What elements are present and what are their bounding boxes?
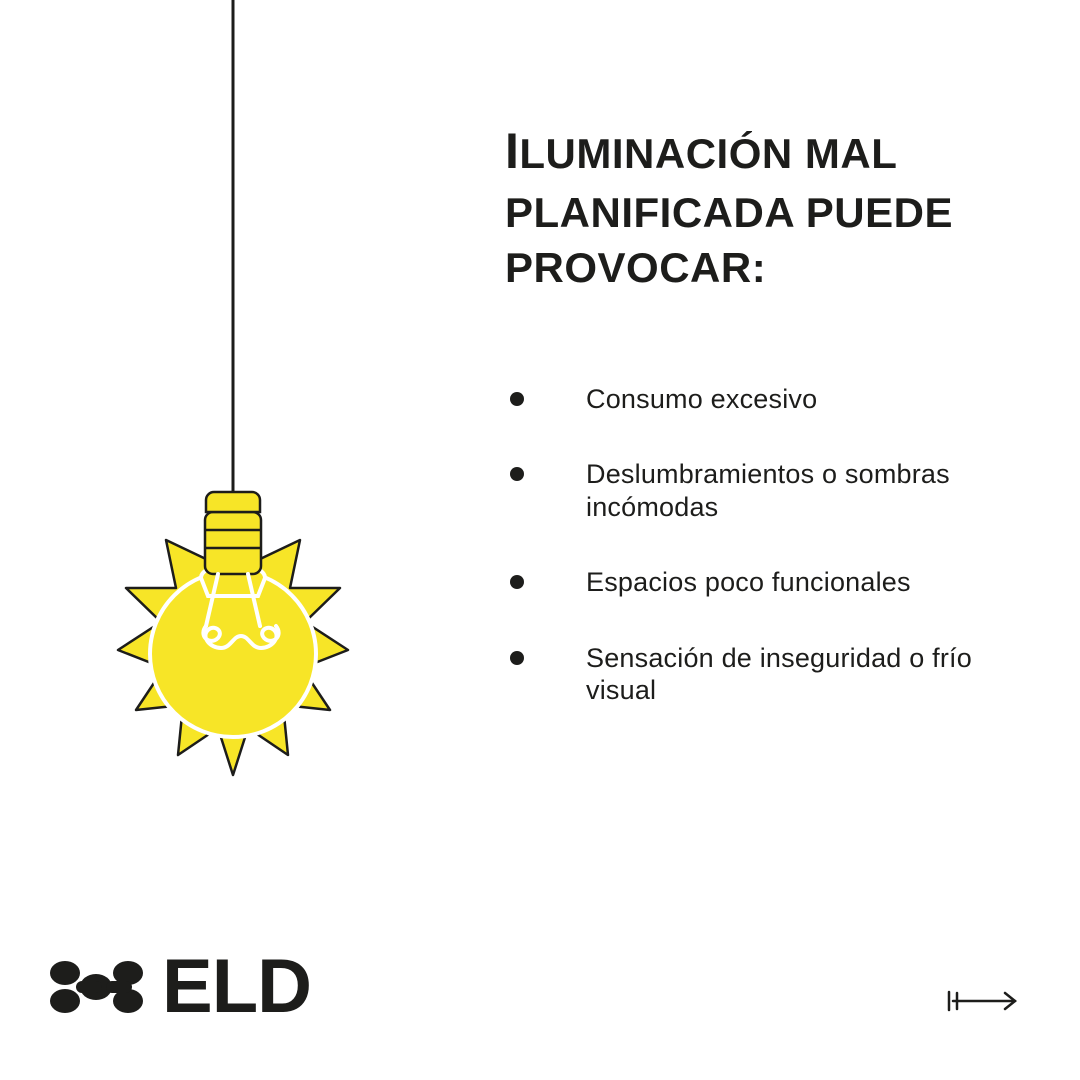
list-item-label: Deslumbramientos o sombras incómodas xyxy=(586,459,950,522)
list-item-label: Sensación de inseguridad o frío visual xyxy=(586,642,972,705)
text-column xyxy=(505,118,1025,705)
hanging-lightbulb-sun-icon xyxy=(0,0,470,860)
eld-dots-logo-icon xyxy=(48,956,152,1018)
bulb-base xyxy=(205,492,261,574)
bullet-dot-icon xyxy=(510,575,524,589)
bullet-dot-icon xyxy=(510,392,524,406)
bullet-dot-icon xyxy=(510,651,524,665)
page-title: ILUMINACIÓN MAL PLANIFICADA PUEDE PROVOCAR: xyxy=(505,123,953,292)
brand-wordmark: ELD xyxy=(162,944,311,1029)
list-item xyxy=(510,566,1025,598)
bullet-dot-icon xyxy=(510,467,524,481)
swipe-arrow-icon[interactable] xyxy=(945,984,1025,1018)
consequences-list xyxy=(510,383,1025,749)
list-item xyxy=(510,383,1025,415)
list-item-label: Consumo excesivo xyxy=(586,384,818,414)
list-item xyxy=(510,458,1025,523)
brand-logo xyxy=(48,944,311,1029)
list-item xyxy=(510,642,1025,707)
list-item-label: Espacios poco funcionales xyxy=(586,567,911,598)
